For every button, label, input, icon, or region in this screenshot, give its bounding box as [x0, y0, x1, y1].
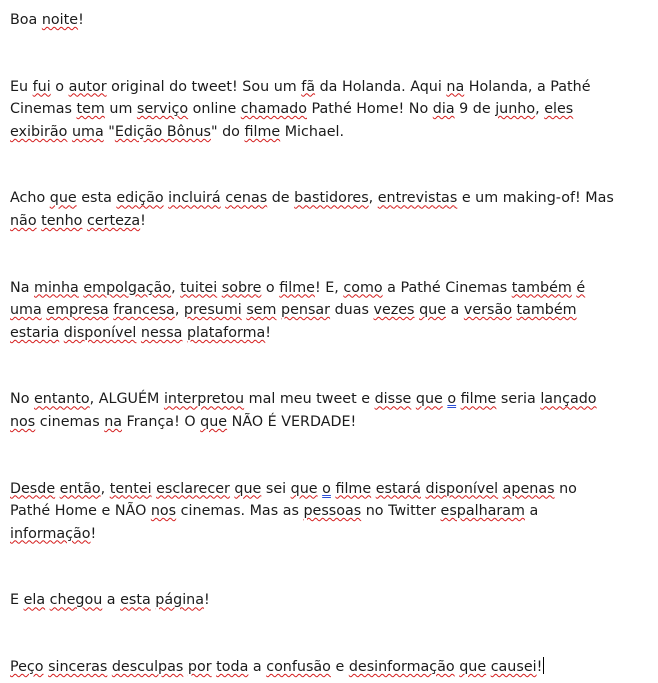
spelling-flagged-word: Peço: [10, 658, 44, 675]
text-run: no Pathé Home e NÃO: [10, 480, 577, 520]
spelling-flagged-word: chegou: [49, 592, 103, 609]
text-run: mal meu tweet e: [244, 391, 375, 408]
spelling-flagged-word: pensar: [281, 302, 331, 319]
spelling-flagged-word: filme: [460, 391, 497, 408]
spelling-flagged-word: bastidores: [294, 190, 369, 207]
spelling-flagged-word: empolgação: [83, 279, 172, 296]
spelling-flagged-word: fã: [301, 78, 316, 95]
spelling-flagged-word: vezes: [373, 302, 415, 319]
spelling-flagged-word: presumi: [183, 302, 242, 319]
text-run: Acho: [10, 190, 50, 207]
text-run: No: [10, 391, 34, 408]
text-run: ,: [535, 101, 545, 118]
spelling-flagged-word: ela: [23, 592, 46, 609]
spelling-flagged-word: também: [516, 302, 577, 319]
spelling-flagged-word: exibirão: [10, 123, 68, 140]
spelling-flagged-word: eles: [544, 101, 574, 118]
text-run: !: [90, 525, 97, 542]
spelling-flagged-word: filme: [335, 480, 372, 497]
spelling-flagged-word: nos: [150, 503, 177, 520]
text-run: , ALGUÉM: [89, 391, 164, 408]
text-run: um: [104, 101, 137, 118]
text-run: a: [446, 302, 464, 319]
text-run: Boa: [10, 12, 42, 28]
spelling-flagged-word: uma: [71, 123, 104, 140]
spelling-flagged-word: Edição Bônus: [114, 123, 211, 140]
spelling-flagged-word: sobre: [221, 279, 262, 296]
spelling-flagged-word: empresa: [46, 302, 109, 319]
spelling-flagged-word: nessa: [140, 324, 183, 341]
spelling-flagged-word: apenas: [502, 480, 555, 497]
spelling-flagged-word: estará: [375, 480, 421, 497]
text-run: Michael.: [280, 123, 345, 140]
spelling-flagged-word: que: [234, 480, 262, 497]
spelling-flagged-word: edição: [116, 190, 164, 207]
text-run: o: [50, 78, 69, 95]
text-run: duas: [330, 302, 374, 319]
spelling-flagged-word: não: [10, 212, 37, 229]
paragraph-misinterpretation[interactable]: [10, 388, 620, 433]
spelling-flagged-word: minha: [34, 279, 79, 296]
text-run: !: [265, 324, 271, 341]
spelling-flagged-word: incluirá: [168, 190, 221, 207]
spelling-flagged-word: filme: [279, 279, 315, 296]
spelling-flagged-word: como: [343, 279, 383, 296]
spelling-flagged-word: entrevistas: [377, 190, 458, 207]
paragraph-clarification[interactable]: [10, 478, 620, 546]
paragraph-excitement[interactable]: [10, 277, 620, 345]
spelling-flagged-word: é: [576, 279, 586, 296]
spelling-flagged-word: filme: [244, 123, 281, 140]
spelling-flagged-word: estaria: [10, 324, 60, 341]
spelling-flagged-word: sinceras: [48, 658, 108, 675]
spelling-flagged-word: que: [459, 658, 487, 675]
spelling-flagged-word: confusão: [266, 658, 331, 675]
text-run: 9 de: [454, 101, 496, 118]
spelling-flagged-word: desinformação: [348, 658, 455, 675]
text-run: !: [78, 12, 84, 28]
document-body[interactable]: [10, 9, 620, 679]
text-run: ! E,: [314, 279, 344, 296]
text-run: sei: [261, 480, 291, 497]
spelling-flagged-word: interpretou: [163, 391, 245, 408]
text-run: de: [267, 190, 295, 207]
text-run: o: [261, 279, 280, 296]
spelling-flagged-word: que: [415, 391, 443, 408]
text-run: ": [103, 123, 115, 140]
spelling-flagged-word: página: [155, 592, 205, 609]
paragraph-apology[interactable]: [10, 656, 620, 679]
spelling-flagged-word: informação: [10, 525, 91, 542]
text-run: França! O: [122, 413, 201, 430]
spelling-flagged-word: cenas: [225, 190, 268, 207]
paragraph-bonus-edition[interactable]: [10, 187, 620, 232]
text-run: a: [525, 503, 539, 520]
text-run: a: [248, 658, 267, 675]
paragraph-reached-page[interactable]: [10, 589, 620, 612]
text-run: da Holanda. Aqui: [315, 78, 447, 95]
spelling-flagged-word: na: [446, 78, 465, 95]
text-run: Holanda, a Pathé Cinemas: [10, 78, 591, 118]
spelling-flagged-word: que: [290, 480, 318, 497]
spelling-flagged-word: também: [511, 279, 572, 296]
spelling-flagged-word: autor: [68, 78, 107, 95]
text-run: ,: [100, 480, 110, 497]
text-run: ,: [174, 302, 184, 319]
spelling-flagged-word: na: [104, 413, 123, 430]
spelling-flagged-word: pessoas: [303, 503, 362, 520]
text-run: !: [140, 212, 146, 229]
spelling-flagged-word: então: [59, 480, 101, 497]
text-run: Na: [10, 279, 35, 296]
spelling-flagged-word: disponível: [425, 480, 499, 497]
text-run: cinemas: [35, 413, 105, 430]
spelling-flagged-word: plataforma: [186, 324, 266, 341]
text-run: a Pathé Cinemas: [382, 279, 512, 296]
text-run: !: [536, 658, 543, 675]
text-run: original do tweet! Sou um: [106, 78, 302, 95]
spelling-flagged-word: uma: [10, 302, 42, 319]
spelling-flagged-word: tuitei: [180, 279, 218, 296]
spelling-flagged-word: por: [187, 658, 212, 675]
text-run: online: [188, 101, 241, 118]
spelling-flagged-word: certeza: [86, 212, 141, 229]
spelling-flagged-word: sem: [246, 302, 277, 319]
text-run: Eu: [10, 78, 33, 95]
spelling-flagged-word: disse: [374, 391, 412, 408]
paragraph-greeting[interactable]: [10, 9, 620, 32]
spelling-flagged-word: junho: [495, 101, 536, 118]
spelling-flagged-word: disponível: [63, 324, 137, 341]
spelling-flagged-word: esta: [120, 592, 151, 609]
spelling-flagged-word: que: [200, 413, 228, 430]
spelling-flagged-word: fui: [32, 78, 51, 95]
grammar-flagged-word: o: [447, 391, 457, 408]
text-run: e: [330, 658, 349, 675]
text-run: Pathé Home! No: [307, 101, 433, 118]
text-run: E: [10, 592, 24, 609]
spelling-flagged-word: desculpas: [111, 658, 184, 675]
text-run: ,: [368, 190, 378, 207]
spelling-flagged-word: lançado: [540, 391, 597, 408]
spelling-flagged-word: serviço: [136, 101, 189, 118]
grammar-flagged-word: o: [322, 480, 331, 497]
spelling-flagged-word: esclarecer: [156, 480, 230, 497]
text-run: seria: [496, 391, 541, 408]
spelling-flagged-word: francesa: [113, 302, 175, 319]
spelling-flagged-word: toda: [216, 658, 249, 675]
text-run: a: [102, 592, 121, 609]
paragraph-intro[interactable]: [10, 76, 620, 144]
spelling-flagged-word: noite: [41, 12, 79, 28]
spelling-flagged-word: tentei: [109, 480, 152, 497]
spelling-flagged-word: chamado: [240, 101, 307, 118]
spelling-flagged-word: Desde: [10, 480, 56, 497]
spelling-flagged-word: tenho: [41, 212, 83, 229]
text-cursor: [543, 657, 544, 674]
text-run: ,: [171, 279, 181, 296]
spelling-flagged-word: nos: [10, 413, 36, 430]
text-run: esta: [76, 190, 117, 207]
spelling-flagged-word: tem: [76, 101, 105, 118]
spelling-flagged-word: dia: [432, 101, 455, 118]
text-run: e um making-of! Mas: [457, 190, 614, 207]
text-run: no Twitter: [361, 503, 441, 520]
spelling-flagged-word: entanto: [34, 391, 90, 408]
spelling-flagged-word: causei: [490, 658, 537, 675]
text-run: " do: [210, 123, 245, 140]
spelling-flagged-word: espalharam: [440, 503, 525, 520]
text-run: NÃO É VERDADE!: [227, 413, 357, 430]
text-run: !: [204, 592, 210, 609]
spelling-flagged-word: que: [49, 190, 77, 207]
spelling-flagged-word: versão: [463, 302, 512, 319]
spelling-flagged-word: que: [419, 302, 446, 319]
text-run: cinemas. Mas as: [176, 503, 304, 520]
